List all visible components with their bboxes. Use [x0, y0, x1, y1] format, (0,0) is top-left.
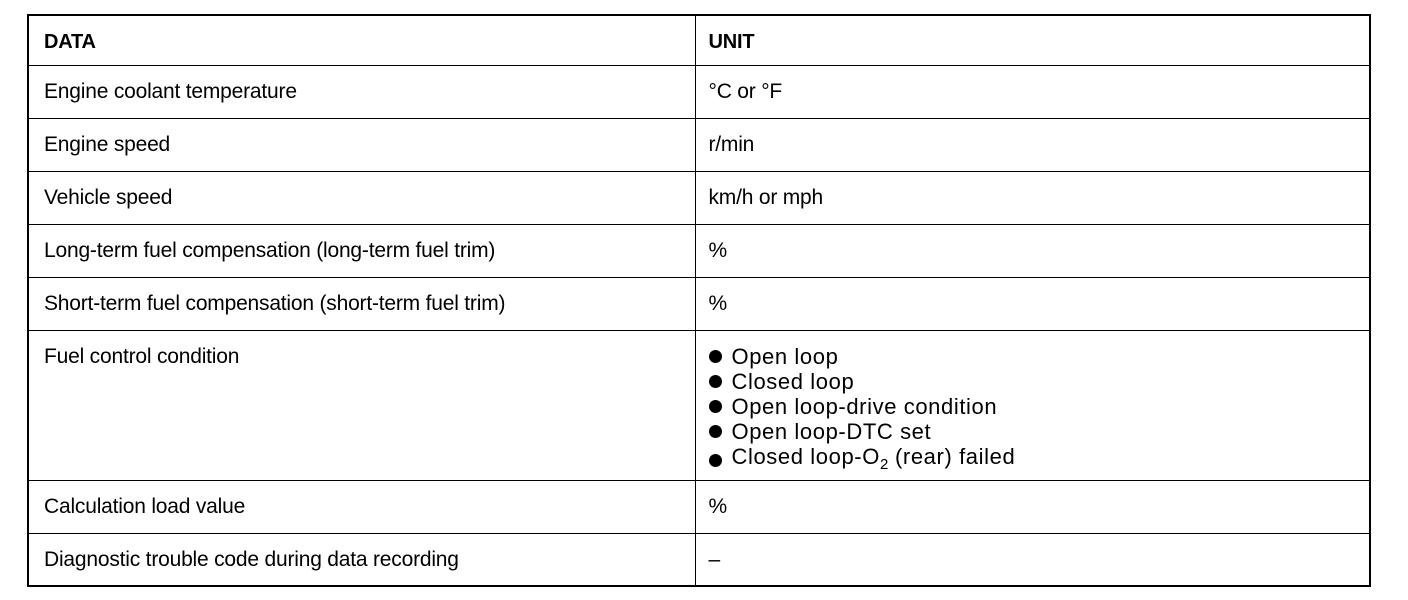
unit-cell: %: [695, 277, 1370, 330]
list-item: [709, 369, 1370, 394]
table-row: [28, 533, 1370, 586]
fuel-condition-list: [709, 344, 1370, 477]
list-item-label: [732, 444, 1016, 477]
unit-cell: r/min: [695, 118, 1370, 171]
bullet-icon: [709, 425, 722, 438]
bullet-icon: [709, 400, 722, 413]
unit-cell: %: [695, 224, 1370, 277]
data-cell: Engine speed: [28, 118, 695, 171]
list-item: [709, 419, 1370, 444]
data-cell: Long-term fuel compensation (long-term fuel trim): [28, 224, 695, 277]
table-row: [28, 330, 1370, 480]
table-row: [28, 277, 1370, 330]
data-cell: Vehicle speed: [28, 171, 695, 224]
list-item-label: Open loop-drive condition: [731, 393, 998, 419]
label-after: (rear) failed: [888, 443, 1016, 469]
list-item-label: Open loop-DTC set: [731, 418, 932, 444]
header-unit: UNIT: [695, 15, 1370, 65]
data-cell: Fuel control condition: [28, 330, 695, 480]
bullet-icon: [709, 375, 722, 388]
table-row: [28, 224, 1370, 277]
data-unit-table: [27, 14, 1371, 587]
list-item: [709, 444, 1370, 477]
list-item-label: Open loop: [731, 343, 839, 369]
list-item-label: Closed loop: [731, 368, 855, 394]
label-before: Closed loop-O: [731, 443, 880, 469]
data-cell: Diagnostic trouble code during data recording: [28, 533, 695, 586]
unit-cell: –: [695, 533, 1370, 586]
unit-cell: °C or °F: [695, 65, 1370, 118]
table-row: [28, 118, 1370, 171]
bullet-icon: [709, 454, 722, 467]
unit-cell: %: [695, 480, 1370, 533]
data-cell: Calculation load value: [28, 480, 695, 533]
list-item: [709, 394, 1370, 419]
table-row: [28, 171, 1370, 224]
data-cell: Engine coolant temperature: [28, 65, 695, 118]
bullet-icon: [709, 350, 722, 363]
unit-cell: [695, 330, 1370, 480]
table-header-row: [28, 15, 1370, 65]
list-item: [709, 344, 1370, 369]
table-row: [28, 480, 1370, 533]
data-cell: Short-term fuel compensation (short-term fuel trim): [28, 277, 695, 330]
header-data: DATA: [28, 15, 695, 65]
subscript-text: 2: [879, 455, 889, 473]
unit-cell: km/h or mph: [695, 171, 1370, 224]
table-row: [28, 65, 1370, 118]
